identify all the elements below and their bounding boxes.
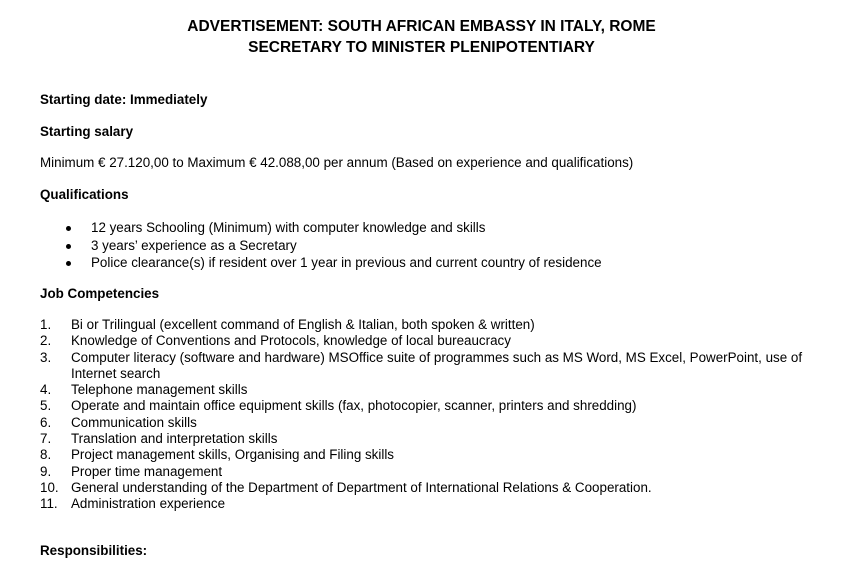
document-title-line-2: SECRETARY TO MINISTER PLENIPOTENTIARY (248, 39, 595, 56)
competency-text: Computer literacy (software and hardware) MSOffice suite of programmes such as MS Word, MS Excel, PowerPoint, use of Internet search (71, 349, 803, 381)
item-number: 9. (40, 463, 52, 479)
competency-text: Project management skills, Organising and Filing skills (71, 447, 394, 463)
competency-text: Bi or Trilingual (excellent command of English & Italian, both spoken & written) (71, 317, 535, 332)
qualification-text: 12 years Schooling (Minimum) with computer knowledge and skills (91, 220, 486, 235)
competency-text: Knowledge of Conventions and Protocols, knowledge of local bureaucracy (71, 333, 511, 349)
bullet-icon (66, 226, 71, 231)
competency-text: Telephone management skills (71, 382, 248, 398)
qualification-text: 3 years’ experience as a Secretary (91, 237, 297, 253)
qualifications-heading: Qualifications (40, 187, 129, 202)
list-item (40, 317, 811, 333)
competency-text: Proper time management (71, 463, 223, 479)
competency-text: Administration experience (71, 496, 226, 512)
competency-text: Communication skills (71, 414, 197, 430)
competency-text: Operate and maintain office equipment skills (fax, photocopier, scanner, printers and shredding) (71, 398, 637, 414)
competency-text: General understanding of the Department of Department of International Relations & Cooperation. (71, 479, 652, 495)
list-item (40, 447, 811, 463)
document-title-line-1: ADVERTISEMENT: SOUTH AFRICAN EMBASSY IN ITALY, ROME (187, 18, 656, 35)
item-number: 6. (40, 414, 52, 430)
item-number: 2. (40, 333, 52, 349)
item-number: 11. (40, 496, 58, 512)
qualification-text: Police clearance(s) if resident over 1 year in previous and current country of residence (91, 255, 602, 270)
item-number: 3. (40, 349, 52, 365)
item-number: 1. (40, 317, 52, 332)
responsibilities-heading: Responsibilities: (40, 543, 148, 558)
bullet-icon (66, 261, 71, 266)
item-number: 4. (40, 382, 52, 398)
list-item (40, 350, 811, 383)
list-item (40, 333, 811, 349)
job-competencies-heading: Job Competencies (40, 286, 160, 301)
item-number: 7. (40, 431, 52, 447)
list-item (40, 464, 811, 480)
competency-text: Translation and interpretation skills (71, 431, 278, 447)
salary-text: Minimum € 27.120,00 to Maximum € 42.088,00 per annum (Based on experience and qualifications) (40, 155, 634, 170)
competencies-list (40, 317, 811, 513)
starting-salary-heading: Starting salary (40, 124, 134, 139)
list-item (40, 398, 811, 414)
item-number: 8. (40, 447, 52, 463)
list-item (40, 480, 811, 496)
list-item (40, 496, 811, 512)
list-item (40, 431, 811, 447)
list-item (40, 415, 811, 431)
item-number: 5. (40, 398, 52, 414)
bullet-icon (66, 244, 71, 249)
list-item (40, 382, 811, 398)
starting-date: Starting date: Immediately (40, 92, 208, 107)
item-number: 10. (40, 479, 59, 495)
